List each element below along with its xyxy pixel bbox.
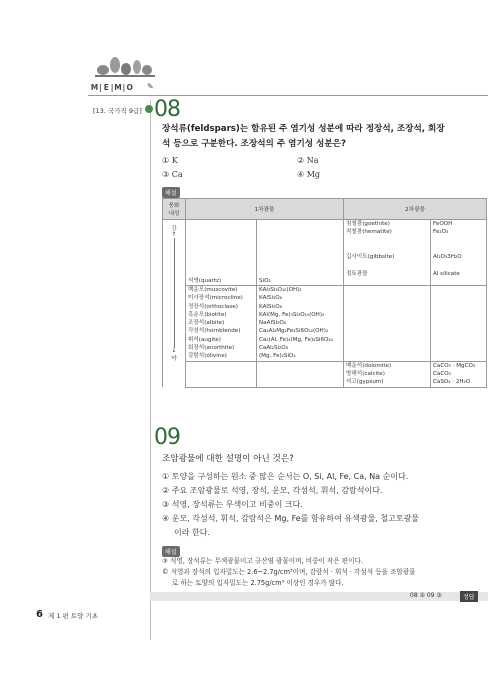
empty-cell bbox=[344, 286, 431, 362]
q8-source-tag: [13. 국가직 9급] bbox=[93, 107, 142, 115]
secondary-bottom-formulas: CaCO₃ · MgCO₃ CaCO₃ CaSO₄ · 2H₂O bbox=[431, 361, 487, 387]
plant-decoration-icon bbox=[95, 55, 155, 77]
quartz-formula: SiO₂ bbox=[257, 220, 344, 286]
mineral-table bbox=[162, 198, 487, 388]
table-row bbox=[163, 361, 487, 387]
section-title: 제 1 편 토양 기초 bbox=[48, 612, 99, 620]
q9-explanation-badge: 해설 bbox=[162, 546, 180, 557]
q8-marker-icon bbox=[145, 105, 153, 113]
empty-cell bbox=[257, 361, 344, 387]
q9-number: 09 bbox=[154, 425, 180, 450]
weathering-axis: 강 ↑ ↓ 약 bbox=[163, 220, 186, 388]
secondary-bottom-names: 백운석(dolomite) 방해석(calcite) 석고(gypsum) bbox=[344, 361, 431, 387]
table-row bbox=[163, 286, 487, 362]
q8-number: 08 bbox=[154, 97, 180, 122]
q9-option-3[interactable]: ③ 석영, 장석류는 무색이고 비중이 크다. bbox=[162, 500, 303, 509]
q8-option-4[interactable]: ④ Mg bbox=[297, 170, 321, 179]
q8-option-1[interactable]: ① K bbox=[162, 156, 178, 165]
q8-question: 장석류(feldspars)는 함유된 주 염기성 성분에 따라 정장석, 조장석, 회장 석 등으로 구분한다. 조장석의 주 염기성 성분은? bbox=[162, 124, 445, 149]
answer-label: 정답 bbox=[460, 591, 478, 602]
header-weathering: 풍화 내성 bbox=[163, 199, 186, 220]
empty-cell bbox=[186, 361, 257, 387]
header-primary: 1차광물 bbox=[186, 199, 344, 220]
quartz-name: 석영(quartz) bbox=[186, 220, 257, 286]
gutter-divider bbox=[150, 100, 151, 640]
answer-list: 08 ② 09 ③ bbox=[410, 592, 442, 599]
header-secondary: 2차광물 bbox=[344, 199, 487, 220]
q8-option-3[interactable]: ③ Ca bbox=[162, 170, 183, 179]
primary-formulas: KAl₃Si₃O₁₀(OH)₂ KAlSi₃O₈ KAlSi₃O₈ KAl(Mg, Fe)₃Si₃O₁₀(OH)₂ NaAlSi₃O₈ Ca₂Al₂Mg₂Fe₃Si6O₂₂(OH)₂ Ca₂(Al, Fe)₄(Mg, Fe)₄Si6O₂₄ CaAl₂Si₂O₈ (Mg, Fe)₂SiO₄ bbox=[257, 286, 344, 362]
q8-option-2[interactable]: ② Na bbox=[297, 156, 319, 165]
q9-options bbox=[162, 470, 492, 540]
q9-option-2[interactable]: ② 주요 조암광물로 석영, 장석, 운모, 각섬석, 휘석, 감람석이다. bbox=[162, 486, 383, 495]
q9-option-4[interactable]: ④ 운모, 각섬석, 휘석, 감람석은 Mg, Fe를 함유하여 유색광물, 철고토광물 bbox=[162, 514, 420, 523]
q9-option-1[interactable]: ① 토양을 구성하는 원소 중 많은 순서는 O, Si, Al, Fe, Ca, Na 순이다. bbox=[162, 472, 409, 481]
secondary-top-formulas: FeOOH Fe₂O₃ Al₂O₃3H₂O Al silicate bbox=[431, 220, 487, 286]
empty-cell bbox=[431, 286, 487, 362]
memo-end-icon: ✎ bbox=[147, 82, 154, 91]
q9-option-4-cont: 이라 한다. bbox=[174, 528, 210, 537]
q9-explanation: ③ 석영, 장석류는 무색광물이고 규산염 광물이며, 비중이 작은 편이다. © 석영과 장석의 입자밀도는 2.6~2.7g/cm³이며, 감람석 · 휘석 · 각섬석 등을 조암광물 로 하는 토양의 입자밀도는 2.75g/cm³ 이상인 경우가 많다. bbox=[162, 557, 416, 587]
table-row bbox=[163, 220, 487, 286]
primary-names: 백운모(muscovite) 미사장석(microcline) 정장석(orthoclase) 흑운모(biotite) 조장석(albite) 각섬석(hornblende) 휘석(augite) 회장석(anorthite) 감람석(olivine) bbox=[186, 286, 257, 362]
page-number: 6 bbox=[36, 609, 43, 620]
secondary-top-names: 침철광(goethite) 적철광(hematite) 깁사이트(gibbsite) 점토광물 bbox=[344, 220, 431, 286]
q9-question: 조암광물에 대한 설명이 아닌 것은? bbox=[162, 454, 294, 464]
memo-label: M| E |M|O bbox=[90, 83, 133, 92]
table-header-row bbox=[163, 199, 487, 220]
memo-divider bbox=[88, 95, 488, 96]
q8-explanation-badge: 해설 bbox=[162, 187, 180, 198]
